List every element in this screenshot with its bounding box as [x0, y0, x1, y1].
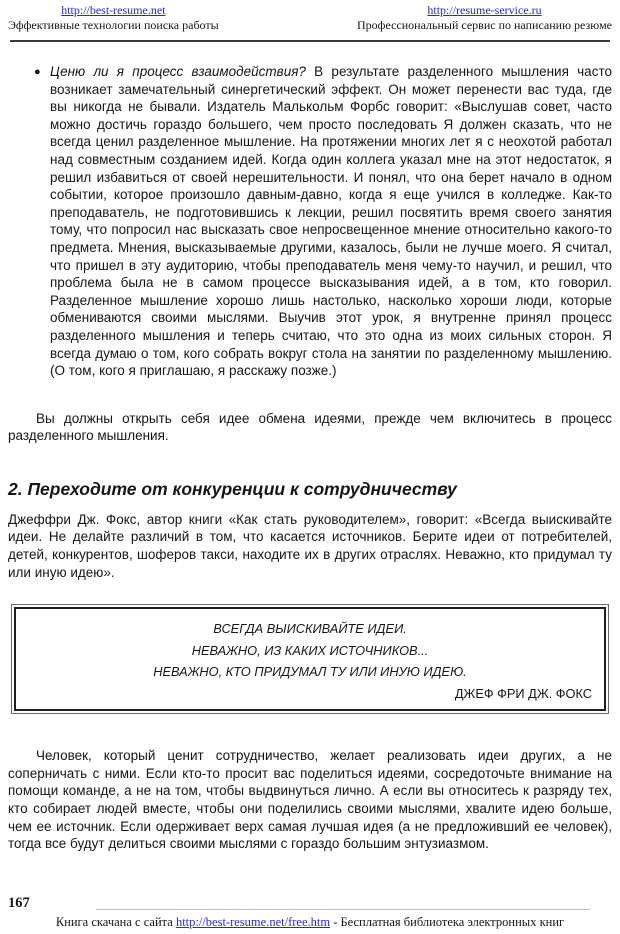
- header-left-subtitle: Эффективные технологии поиска работы: [8, 18, 219, 32]
- footer-credit: [0, 915, 620, 930]
- header-right-link[interactable]: http://resume-service.ru: [427, 3, 542, 17]
- header-divider: [10, 40, 610, 42]
- quote-attribution: ДЖЕФ ФРИ ДЖ. ФОКС: [454, 685, 592, 701]
- page-footer: [0, 894, 620, 930]
- page-content: [8, 63, 612, 853]
- footer-credit-prefix: Книга скачана с сайта: [55, 915, 176, 929]
- footer-divider: [96, 897, 590, 910]
- quote-line: НЕВАЖНО, КТО ПРИДУМАЛ ТУ ИЛИ ИНУЮ ИДЕЮ.: [153, 664, 467, 680]
- quote-line: ВСЕГДА ВЫИСКИВАЙТЕ ИДЕИ.: [213, 621, 407, 637]
- bullet-icon: ●: [34, 66, 41, 78]
- bullet-paragraph: [34, 63, 612, 380]
- footer-credit-link[interactable]: http://best-resume.net/free.htm: [175, 915, 331, 929]
- paragraph-cooperation: Человек, который ценит сотрудничество, желает реализовать идеи других, а не соперничать с ними. Если кто-то просит вас поделиться идеями, сосредоточьте внимание на помощи команде, а не на том, чтобы выдвинуться лично. А если вы относитесь к разряду тех, кто собирает людей вместе, чтобы они поделились своими мыслями, хвалите идею больше, чем ее источник. Если одерживает верх самая лучшая идея (а не предложивший ее человек), тогда все будут делиться своими мыслями с гораздо большим энтузиазмом.: [8, 748, 612, 852]
- quote-box-inner: [14, 607, 606, 711]
- paragraph-fox: Джеффри Дж. Фокс, автор книги «Как стать руководителем», говорит: «Всегда выискивайте идеи. Не делайте различий в том, что касается источников. Берите идеи от потребителей, детей, конкурентов, шоферов такси, находите их в других отраслях. Неважно, кто придумал ту или иную идею».: [8, 511, 612, 580]
- footer-rule-row: [8, 894, 590, 910]
- footer-credit-suffix: - Бесплатная библиотека электронных книг: [330, 915, 565, 929]
- header-right-subtitle: Профессиональный сервис по написанию резюме: [357, 18, 612, 32]
- page-number: 167: [8, 895, 30, 911]
- quote-line: НЕВАЖНО, ИЗ КАКИХ ИСТОЧНИКОВ...: [191, 642, 429, 658]
- paragraph-open-idea: Вы должны открыть себя идее обмена идеями, прежде чем включитесь в процесс разделенного мышления.: [8, 410, 612, 444]
- section-heading: 2. Переходите от конкуренции к сотрудничеству: [8, 478, 457, 499]
- bullet-body-text: В результате разделенного мышления часто возникает замечательный синергетический эффект. Он может перенести вас туда, где вы никогда не бывали. Издатель Малькольм Форбс говорит: «Выслушав совет, часто можно достичь гораздо большего, чем просто последовать Я должен сказать, что не всегда ценил разделенное мышление. На протяжении многих лет я с неохотой работал над совместным созданием идей. Когда один коллега указал мне на этот недостаток, я решил избавиться от своей нерешительности. И понял, что она берет начало в одном событии, которое произошло давным-давно, когда я еще учился в колледже. Как-то преподаватель, не подготовившись к лекции, решил посвятить время своего занятия тому, что попросил нас высказать свое непросвещенное мнение относительно какого-то предмета. Мнения, высказываемые другими, казалось, были не лучше моего. Я считал, что пришел в эту аудиторию, чтобы преподаватель меня чему-то научил, и решил, что проблема была не в самом процессе высказывания идей, а в том, кто говорил. Разделенное мышление хорошо лишь настолько, насколько хороши люди, которые обмениваются своими мыслями. Выучив этот урок, я внутренне принял процесс разделенного мышления и теперь считаю, что это одна из моих сильных сторон. Я всегда думаю о том, кого собрать вокруг стола на занятии по разделенному мышлению. (О том, кого я приглашаю, я расскажу позже.): [50, 64, 612, 379]
- bullet-lead-question: Ценю ли я процесс взаимодействия?: [50, 64, 306, 79]
- header-right: [357, 3, 612, 33]
- header-left-link[interactable]: http://best-resume.net: [61, 3, 166, 17]
- header-left: [8, 3, 219, 33]
- page-header: [0, 0, 620, 33]
- quote-box: [11, 604, 609, 714]
